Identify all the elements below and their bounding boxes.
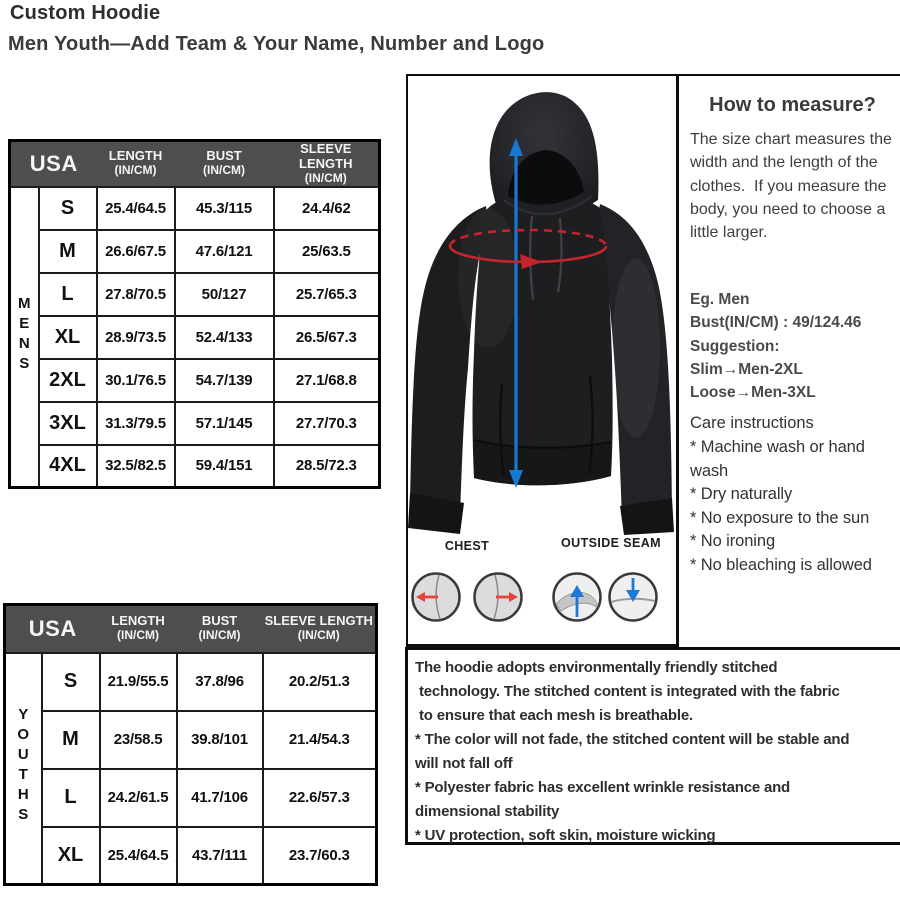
chest-arrow-left-icon: [410, 571, 462, 623]
table-row: [10, 187, 380, 230]
size-cell: M: [39, 230, 97, 273]
care-instruction-item: * No ironing: [690, 532, 776, 551]
seam-arrow-down-icon: [607, 571, 659, 623]
size-cell: S: [39, 187, 97, 230]
sleeve-cell: 25/63.5: [274, 230, 380, 273]
length-cell: 27.8/70.5: [97, 273, 175, 316]
length-cell: 25.4/64.5: [97, 187, 175, 230]
length-cell: 30.1/76.5: [97, 359, 175, 402]
size-cell: XL: [42, 827, 100, 885]
bust-cell: 39.8/101: [177, 711, 263, 769]
page-subtitle: Men Youth—Add Team & Your Name, Number and Logo: [8, 33, 545, 55]
feature-line: dimensional stability: [415, 803, 560, 820]
usa-header-cell: USA: [10, 141, 97, 187]
size-cell: M: [42, 711, 100, 769]
table-row: [10, 445, 380, 488]
feature-line: The hoodie adopts environmentally friendly stitched: [415, 659, 778, 676]
usa-header-cell: USA: [5, 605, 100, 653]
eg-line: Eg. Men: [690, 291, 750, 308]
hoodie-highlight: [458, 208, 518, 348]
bust-cell: 47.6/121: [175, 230, 274, 273]
care-instructions-block: [690, 412, 895, 577]
sleeve-cell: 26.5/67.3: [274, 316, 380, 359]
sleeve-cell: 21.4/54.3: [263, 711, 377, 769]
bust-cell: 54.7/139: [175, 359, 274, 402]
size-suggestion-block: [690, 288, 897, 404]
how-to-measure-heading: How to measure?: [709, 94, 876, 116]
mens-size-table: [8, 139, 381, 489]
table-header-row: [5, 605, 377, 653]
bust-cell: 45.3/115: [175, 187, 274, 230]
size-cell: L: [39, 273, 97, 316]
care-instructions-heading: Care instructions: [690, 414, 814, 432]
size-cell: 4XL: [39, 445, 97, 488]
length-cell: 26.6/67.5: [97, 230, 175, 273]
size-cell: S: [42, 653, 100, 711]
sleeve-cell: 25.7/65.3: [274, 273, 380, 316]
table-header-row: [10, 141, 380, 187]
size-cell: XL: [39, 316, 97, 359]
length-cell: 21.9/55.5: [100, 653, 177, 711]
care-instruction-item: * No bleaching is allowed: [690, 555, 872, 574]
outside-seam-label: OUTSIDE SEAM: [561, 536, 661, 550]
sleeve-cell: 20.2/51.3: [263, 653, 377, 711]
bust-cell: 50/127: [175, 273, 274, 316]
bust-cell: 41.7/106: [177, 769, 263, 827]
table-row: [10, 316, 380, 359]
youths-size-table: [3, 603, 378, 886]
table-row: [10, 230, 380, 273]
table-row: [5, 827, 377, 885]
seam-arrow-up-icon: [551, 571, 603, 623]
care-instruction-item: * No exposure to the sun: [690, 508, 870, 527]
how-to-measure-panel: [690, 76, 898, 647]
sleeve-cell: 24.4/62: [274, 187, 380, 230]
mens-group-label: MENS: [10, 187, 39, 488]
page-title: Custom Hoodie: [10, 2, 161, 24]
bust-header-cell: BUST (IN/CM): [175, 141, 274, 187]
sleeve-cell: 27.1/68.8: [274, 359, 380, 402]
feature-line: will not fall off: [415, 755, 513, 772]
eg-line: Loose→Men-3XL: [690, 384, 816, 401]
eg-line: Bust(IN/CM) : 49/124.46: [690, 314, 862, 332]
care-instruction-item: * Dry naturally: [690, 485, 793, 504]
length-cell: 24.2/61.5: [100, 769, 177, 827]
bust-header-cell: BUST (IN/CM): [177, 605, 263, 653]
length-header-cell: LENGTH (IN/CM): [100, 605, 177, 653]
feature-line: * UV protection, soft skin, moisture wicking: [415, 827, 716, 844]
bust-cell: 57.1/145: [175, 402, 274, 445]
care-instruction-item: * Machine wash or hand wash: [690, 438, 865, 480]
feature-line: * The color will not fade, the stitched content will be stable and: [415, 731, 850, 748]
length-cell: 23/58.5: [100, 711, 177, 769]
length-cell: 31.3/79.5: [97, 402, 175, 445]
bust-cell: 43.7/111: [177, 827, 263, 885]
sleeve-header-cell: SLEEVE LENGTH (IN/CM): [263, 605, 377, 653]
hoodie-measurement-image: [408, 78, 676, 536]
chest-arrow-right-icon: [472, 571, 524, 623]
sleeve-cell: 23.7/60.3: [263, 827, 377, 885]
how-to-measure-text: The size chart measures the width and the length of the clothes. If you measure the body, you need to choose a little larger.: [690, 131, 897, 242]
feature-line: * Polyester fabric has excellent wrinkle resistance and: [415, 779, 791, 796]
eg-line: Suggestion:: [690, 337, 780, 355]
hoodie-photo-area: [406, 76, 679, 647]
feature-line: technology. The stitched content is integrated with the fabric: [415, 683, 840, 700]
table-row: [5, 769, 377, 827]
table-row: [10, 402, 380, 445]
table-row: [10, 273, 380, 316]
bust-cell: 37.8/96: [177, 653, 263, 711]
chest-label: CHEST: [444, 539, 490, 553]
length-cell: 32.5/82.5: [97, 445, 175, 488]
sleeve-cell: 28.5/72.3: [274, 445, 380, 488]
bust-cell: 52.4/133: [175, 316, 274, 359]
sleeve-header-cell: SLEEVE LENGTH (IN/CM): [274, 141, 380, 187]
size-cell: 3XL: [39, 402, 97, 445]
size-cell: L: [42, 769, 100, 827]
table-row: [10, 359, 380, 402]
table-row: [5, 711, 377, 769]
length-header-cell: LENGTH (IN/CM): [97, 141, 175, 187]
size-cell: 2XL: [39, 359, 97, 402]
length-cell: 25.4/64.5: [100, 827, 177, 885]
eg-line: Slim→Men-2XL: [690, 360, 803, 378]
table-row: [5, 653, 377, 711]
feature-line: to ensure that each mesh is breathable.: [415, 707, 693, 724]
length-cell: 28.9/73.5: [97, 316, 175, 359]
sleeve-cell: 22.6/57.3: [263, 769, 377, 827]
product-features-box: [405, 647, 900, 845]
bust-cell: 59.4/151: [175, 445, 274, 488]
sleeve-cell: 27.7/70.3: [274, 402, 380, 445]
youths-group-label: YOUTHS: [5, 653, 42, 885]
measure-panel: [406, 74, 900, 645]
hoodie-highlight: [612, 258, 660, 438]
